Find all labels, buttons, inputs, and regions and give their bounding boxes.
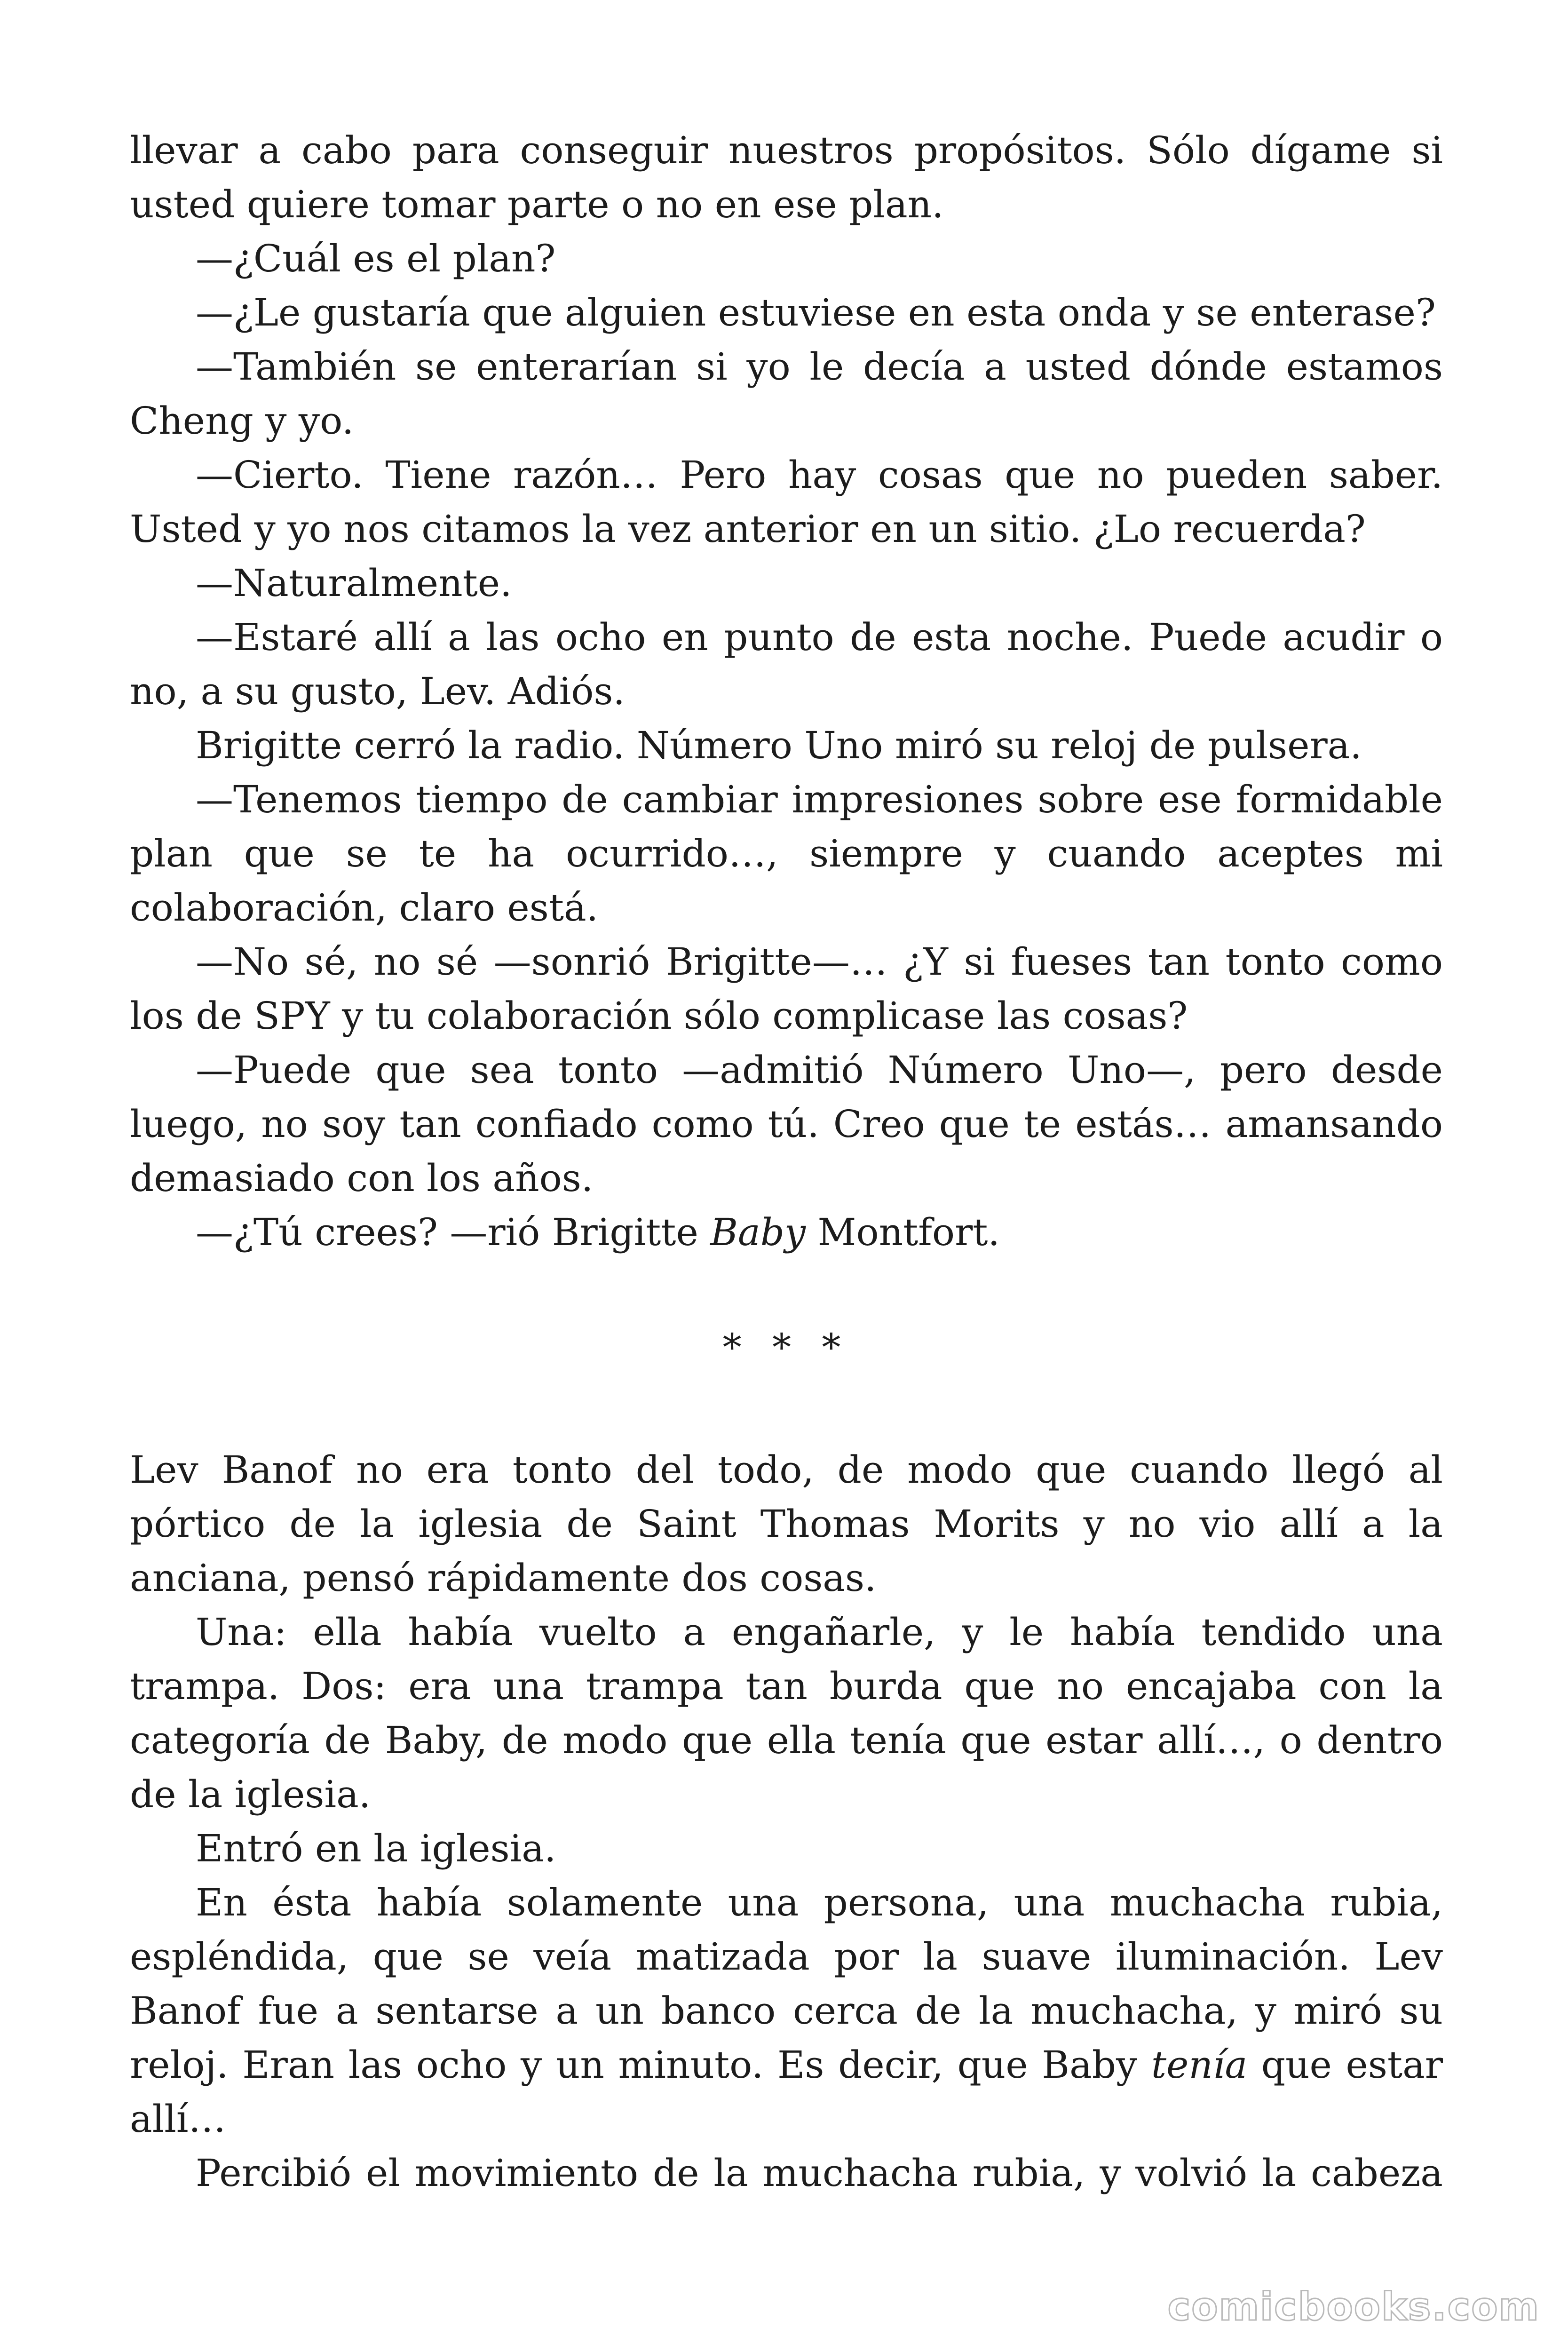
dialogue-line: —Estaré allí a las ocho en punto de esta noche. Puede acudir o no, a su gusto, Lev. Adiós. bbox=[130, 615, 1443, 713]
text-segment: En ésta había solamente una persona, una muchacha rubia, espléndida, que se veía matizada por la suave iluminación. Lev Banof fue a sentarse a un banco cerca de la muchacha, y miró su reloj. Eran las ocho y un minuto. Es decir, que Baby bbox=[130, 1881, 1443, 2087]
dialogue-line: —No sé, no sé —sonrió Brigitte—… ¿Y si fueses tan tonto como los de SPY y tu colaboración sólo complicase las cosas? bbox=[130, 940, 1443, 1038]
paragraph: Lev Banof no era tonto del todo, de modo que cuando llegó al pórtico de la iglesia de Saint Thomas Morits y no vio allí a la anciana, pensó rápidamente dos cosas. bbox=[130, 1448, 1443, 1600]
dialogue-line: —También se enterarían si yo le decía a usted dónde estamos Cheng y yo. bbox=[130, 345, 1443, 443]
paragraph: llevar a cabo para conseguir nuestros propósitos. Sólo dígame si usted quiere tomar parte o no en ese plan. bbox=[130, 128, 1443, 226]
paragraph-continues: Percibió el movimiento de la muchacha rubia, y volvió la cabeza bbox=[196, 2151, 1443, 2195]
paragraph: Entró en la iglesia. bbox=[196, 1827, 556, 1870]
dialogue-line: —Tenemos tiempo de cambiar impresiones sobre ese formidable plan que se te ha ocurrido…, siempre y cuando aceptes mi colaboración, claro está. bbox=[130, 778, 1443, 930]
section-separator: * * * bbox=[722, 1326, 850, 1369]
paragraph: Una: ella había vuelto a engañarle, y le había tendido una trampa. Dos: era una trampa tan burda que no encajaba con la categoría de Baby, de modo que ella tenía que estar allí…, o dentro de la iglesia. bbox=[130, 1610, 1443, 1816]
watermark-logo: comicbooks.com bbox=[1167, 2285, 1540, 2329]
text-segment: que estar allí… bbox=[130, 2043, 1443, 2141]
paragraph: Brigitte cerró la radio. Número Uno miró su reloj de pulsera. bbox=[196, 723, 1362, 767]
dialogue-line-baby bbox=[130, 1205, 1443, 1259]
italic-emphasis: tenía bbox=[1151, 2043, 1248, 2087]
text-segment: —¿Tú crees? —rió Brigitte bbox=[196, 1210, 711, 1254]
dialogue-line: —¿Le gustaría que alguien estuviese en esta onda y se enterase? bbox=[196, 291, 1436, 334]
paragraph-church bbox=[130, 1875, 1443, 2146]
dialogue-line: —Puede que sea tonto —admitió Número Uno—, pero desde luego, no soy tan confiado como tú. Creo que te estás… amansando demasiado con los años. bbox=[130, 1048, 1443, 1200]
book-page bbox=[130, 123, 1443, 2200]
dialogue-line: —Naturalmente. bbox=[196, 561, 512, 605]
dialogue-line: —¿Cuál es el plan? bbox=[196, 237, 556, 280]
italic-nickname: Baby bbox=[710, 1210, 806, 1254]
dialogue-line: —Cierto. Tiene razón… Pero hay cosas que no pueden saber. Usted y yo nos citamos la vez anterior en un sitio. ¿Lo recuerda? bbox=[130, 453, 1443, 551]
text-segment: Montfort. bbox=[806, 1210, 1000, 1254]
